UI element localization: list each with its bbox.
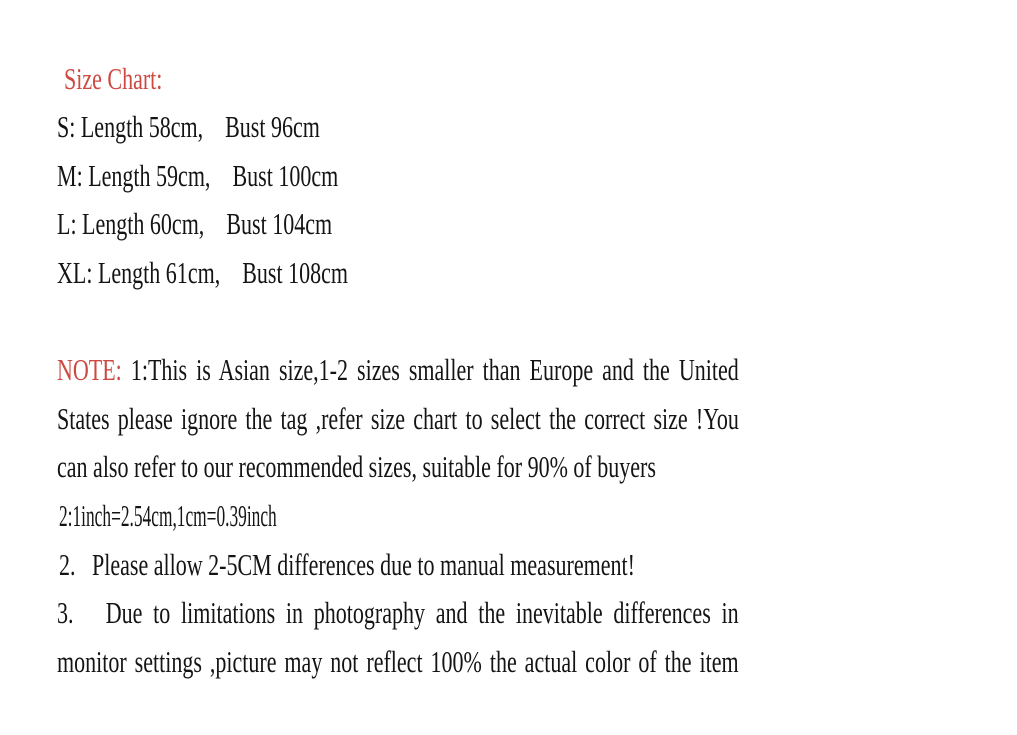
note-line-text: States please ignore the tag ,refer size chart to select the correct size !You xyxy=(57,400,739,436)
note-line-body: 1:This is Asian size,1-2 sizes smaller than Europe and the United xyxy=(121,352,739,388)
note-line-text: 2. Please allow 2-5CM differences due to manual measurement! xyxy=(59,546,635,582)
title-row xyxy=(26,6,738,96)
size-row-text: S: Length 58cm, Bust 96cm xyxy=(57,109,320,145)
note-line-text: 2:1inch=2.54cm,1cm=0.39inch xyxy=(59,497,277,533)
size-row-text: M: Length 59cm, Bust 100cm xyxy=(57,157,339,193)
size-row-text: L: Length 60cm, Bust 104cm xyxy=(57,206,333,242)
page-title: Size Chart: xyxy=(64,60,163,96)
size-row-text: XL: Length 61cm, Bust 108cm xyxy=(57,254,348,290)
note-label: NOTE: xyxy=(57,352,122,388)
note-line-text xyxy=(57,346,739,395)
note-line-1 xyxy=(26,298,739,388)
note-line-text: can also refer to our recommended sizes, suitable for 90% of buyers xyxy=(57,449,656,485)
note-line-text: 3. Due to limitations in photography and the inevitable differences in xyxy=(57,595,739,631)
note-line-text: monitor settings ,picture may not reflect 100% the actual color of the item xyxy=(57,643,739,679)
